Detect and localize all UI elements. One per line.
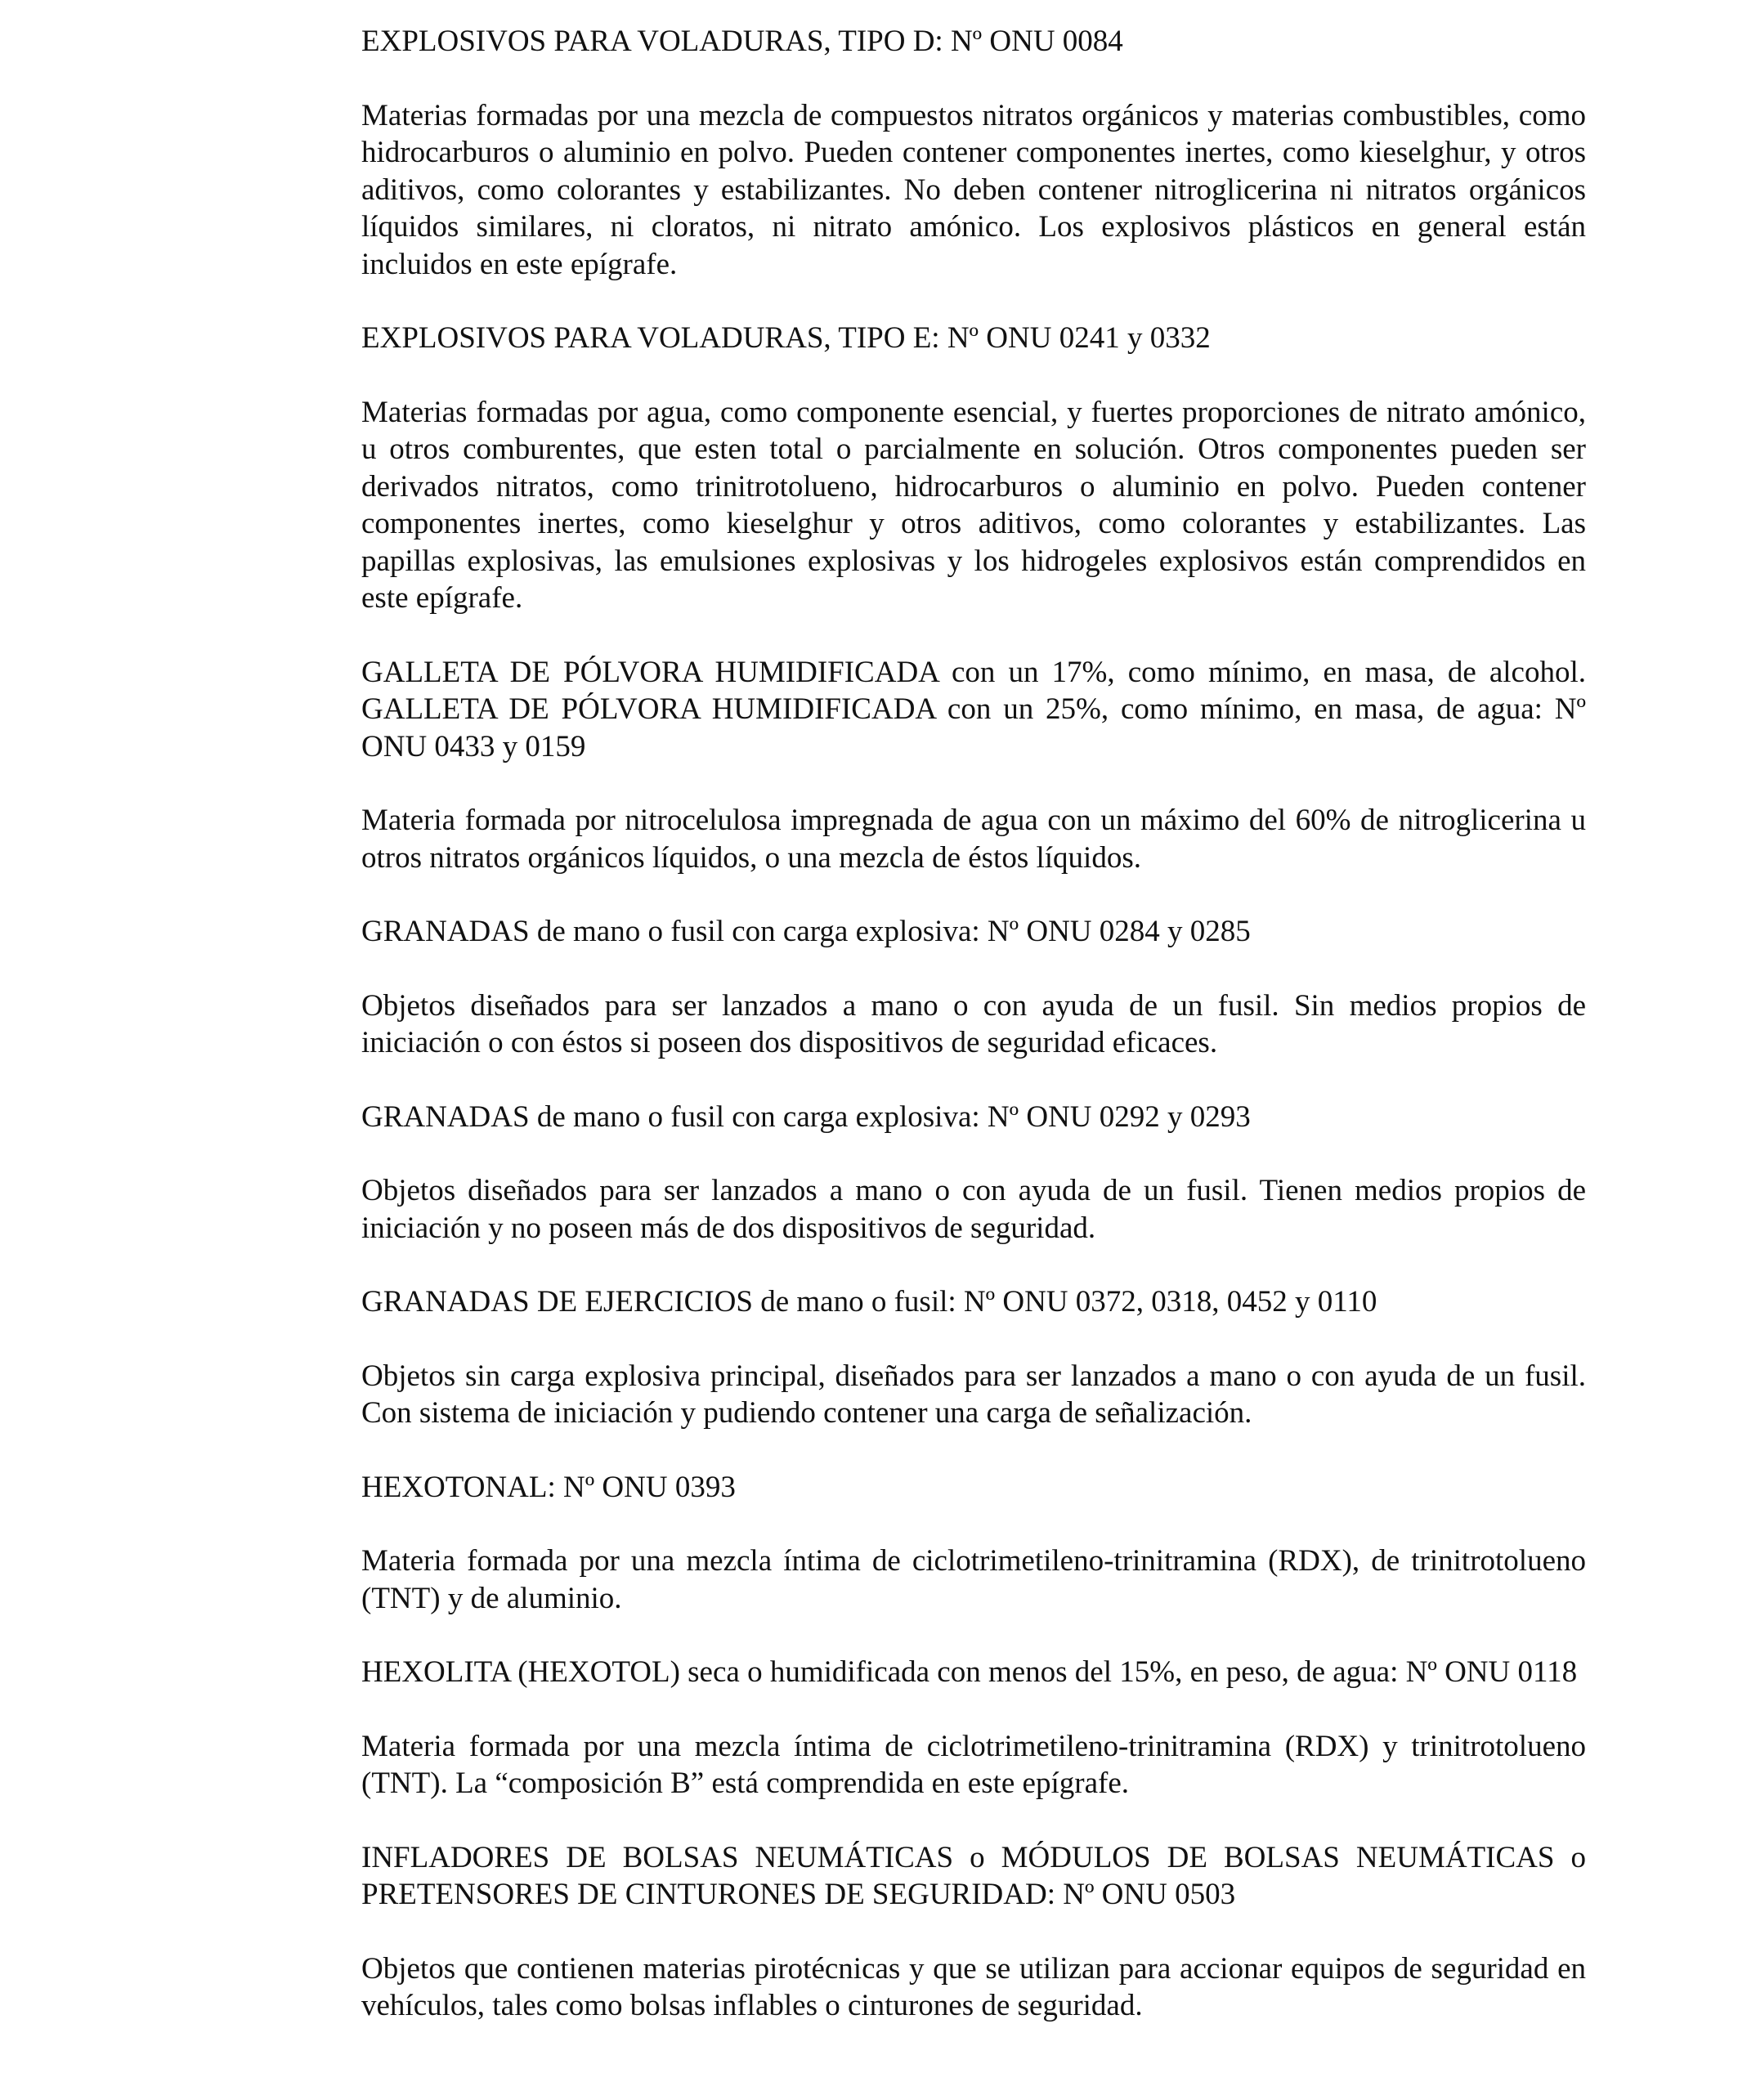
entry-description: Materias formadas por una mezcla de compuestos nitratos orgánicos y materias combustibles, como hidrocarburos o aluminio en polvo. Pueden contener componentes inertes, como kieselghur, y otros aditivos, como colorantes y estabilizantes. No deben contener nitroglicerina ni nitratos orgánicos líquidos similares, ni cloratos, ni nitrato amónico. Los explosivos plásticos en general están incluidos en este epígrafe. [361, 98, 1586, 281]
entry-title: HEXOTONAL: Nº ONU 0393 [361, 1470, 736, 1504]
entry-description: Materia formada por nitrocelulosa impregnada de agua con un máximo del 60% de nitroglicerina u otros nitratos orgánicos líquidos, o una mezcla de éstos líquidos. [361, 804, 1586, 875]
entry-title: GRANADAS DE EJERCICIOS de mano o fusil: Nº ONU 0372, 0318, 0452 y 0110 [361, 1285, 1377, 1319]
entry-description: Materia formada por una mezcla íntima de ciclotrimetileno-trinitramina (RDX) y trinitrotolueno (TNT). La “composición B” está comprendida en este epígrafe. [361, 1729, 1586, 1800]
entry-title: GRANADAS de mano o fusil con carga explosiva: Nº ONU 0284 y 0285 [361, 915, 1251, 948]
entry-description: Objetos que contienen materias pirotécnicas y que se utilizan para accionar equipos de seguridad en vehículos, tales como bolsas inflables o cinturones de seguridad. [361, 1951, 1586, 2022]
entry-description: Objetos diseñados para ser lanzados a mano o con ayuda de un fusil. Tienen medios propios de iniciación y no poseen más de dos dispositivos de seguridad. [361, 1174, 1586, 1245]
entry-description: Materias formadas por agua, como componente esencial, y fuertes proporciones de nitrato amónico, u otros comburentes, que esten total o parcialmente en solución. Otros componentes pueden ser derivados nitratos, como trinitrotolueno, hidrocarburos o aluminio en polvo. Pueden contener componentes inertes, como kieselghur y otros aditivos, como colorantes y estabilizantes. Las papillas explosivas, las emulsiones explosivas y los hidrogeles explosivos están comprendidos en este epígrafe. [361, 395, 1586, 615]
entry-title: INFLADORES DE BOLSAS NEUMÁTICAS o MÓDULOS DE BOLSAS NEUMÁTICAS o PRETENSORES DE CINTURONES DE SEGURIDAD: Nº ONU 0503 [361, 1840, 1586, 1911]
entry-title: GRANADAS de mano o fusil con carga explosiva: Nº ONU 0292 y 0293 [361, 1099, 1251, 1134]
entry-title: EXPLOSIVOS PARA VOLADURAS, TIPO D: Nº ONU 0084 [361, 25, 1123, 58]
entry-description: Objetos sin carga explosiva principal, diseñados para ser lanzados a mano o con ayuda de un fusil. Con sistema de iniciación y pudiendo contener una carga de señalización. [361, 1359, 1586, 1430]
entry-description: Objetos diseñados para ser lanzados a mano o con ayuda de un fusil. Sin medios propios de iniciación o con éstos si poseen dos dispositivos de seguridad eficaces. [361, 988, 1586, 1059]
entry-description: Materia formada por una mezcla íntima de ciclotrimetileno-trinitramina (RDX), de trinitrotolueno (TNT) y de aluminio. [361, 1544, 1586, 1615]
entry-title: EXPLOSIVOS PARA VOLADURAS, TIPO E: Nº ONU 0241 y 0332 [361, 321, 1211, 355]
entry-title: GALLETA DE PÓLVORA HUMIDIFICADA con un 17%, como mínimo, en masa, de alcohol. GALLETA DE PÓLVORA HUMIDIFICADA con un 25%, como mínimo, en masa, de agua: Nº ONU 0433 y 0159 [361, 655, 1586, 763]
document-page [361, 23, 1586, 2062]
entry-title: HEXOLITA (HEXOTOL) seca o humidificada con menos del 15%, en peso, de agua: Nº ONU 0118 [361, 1655, 1578, 1689]
